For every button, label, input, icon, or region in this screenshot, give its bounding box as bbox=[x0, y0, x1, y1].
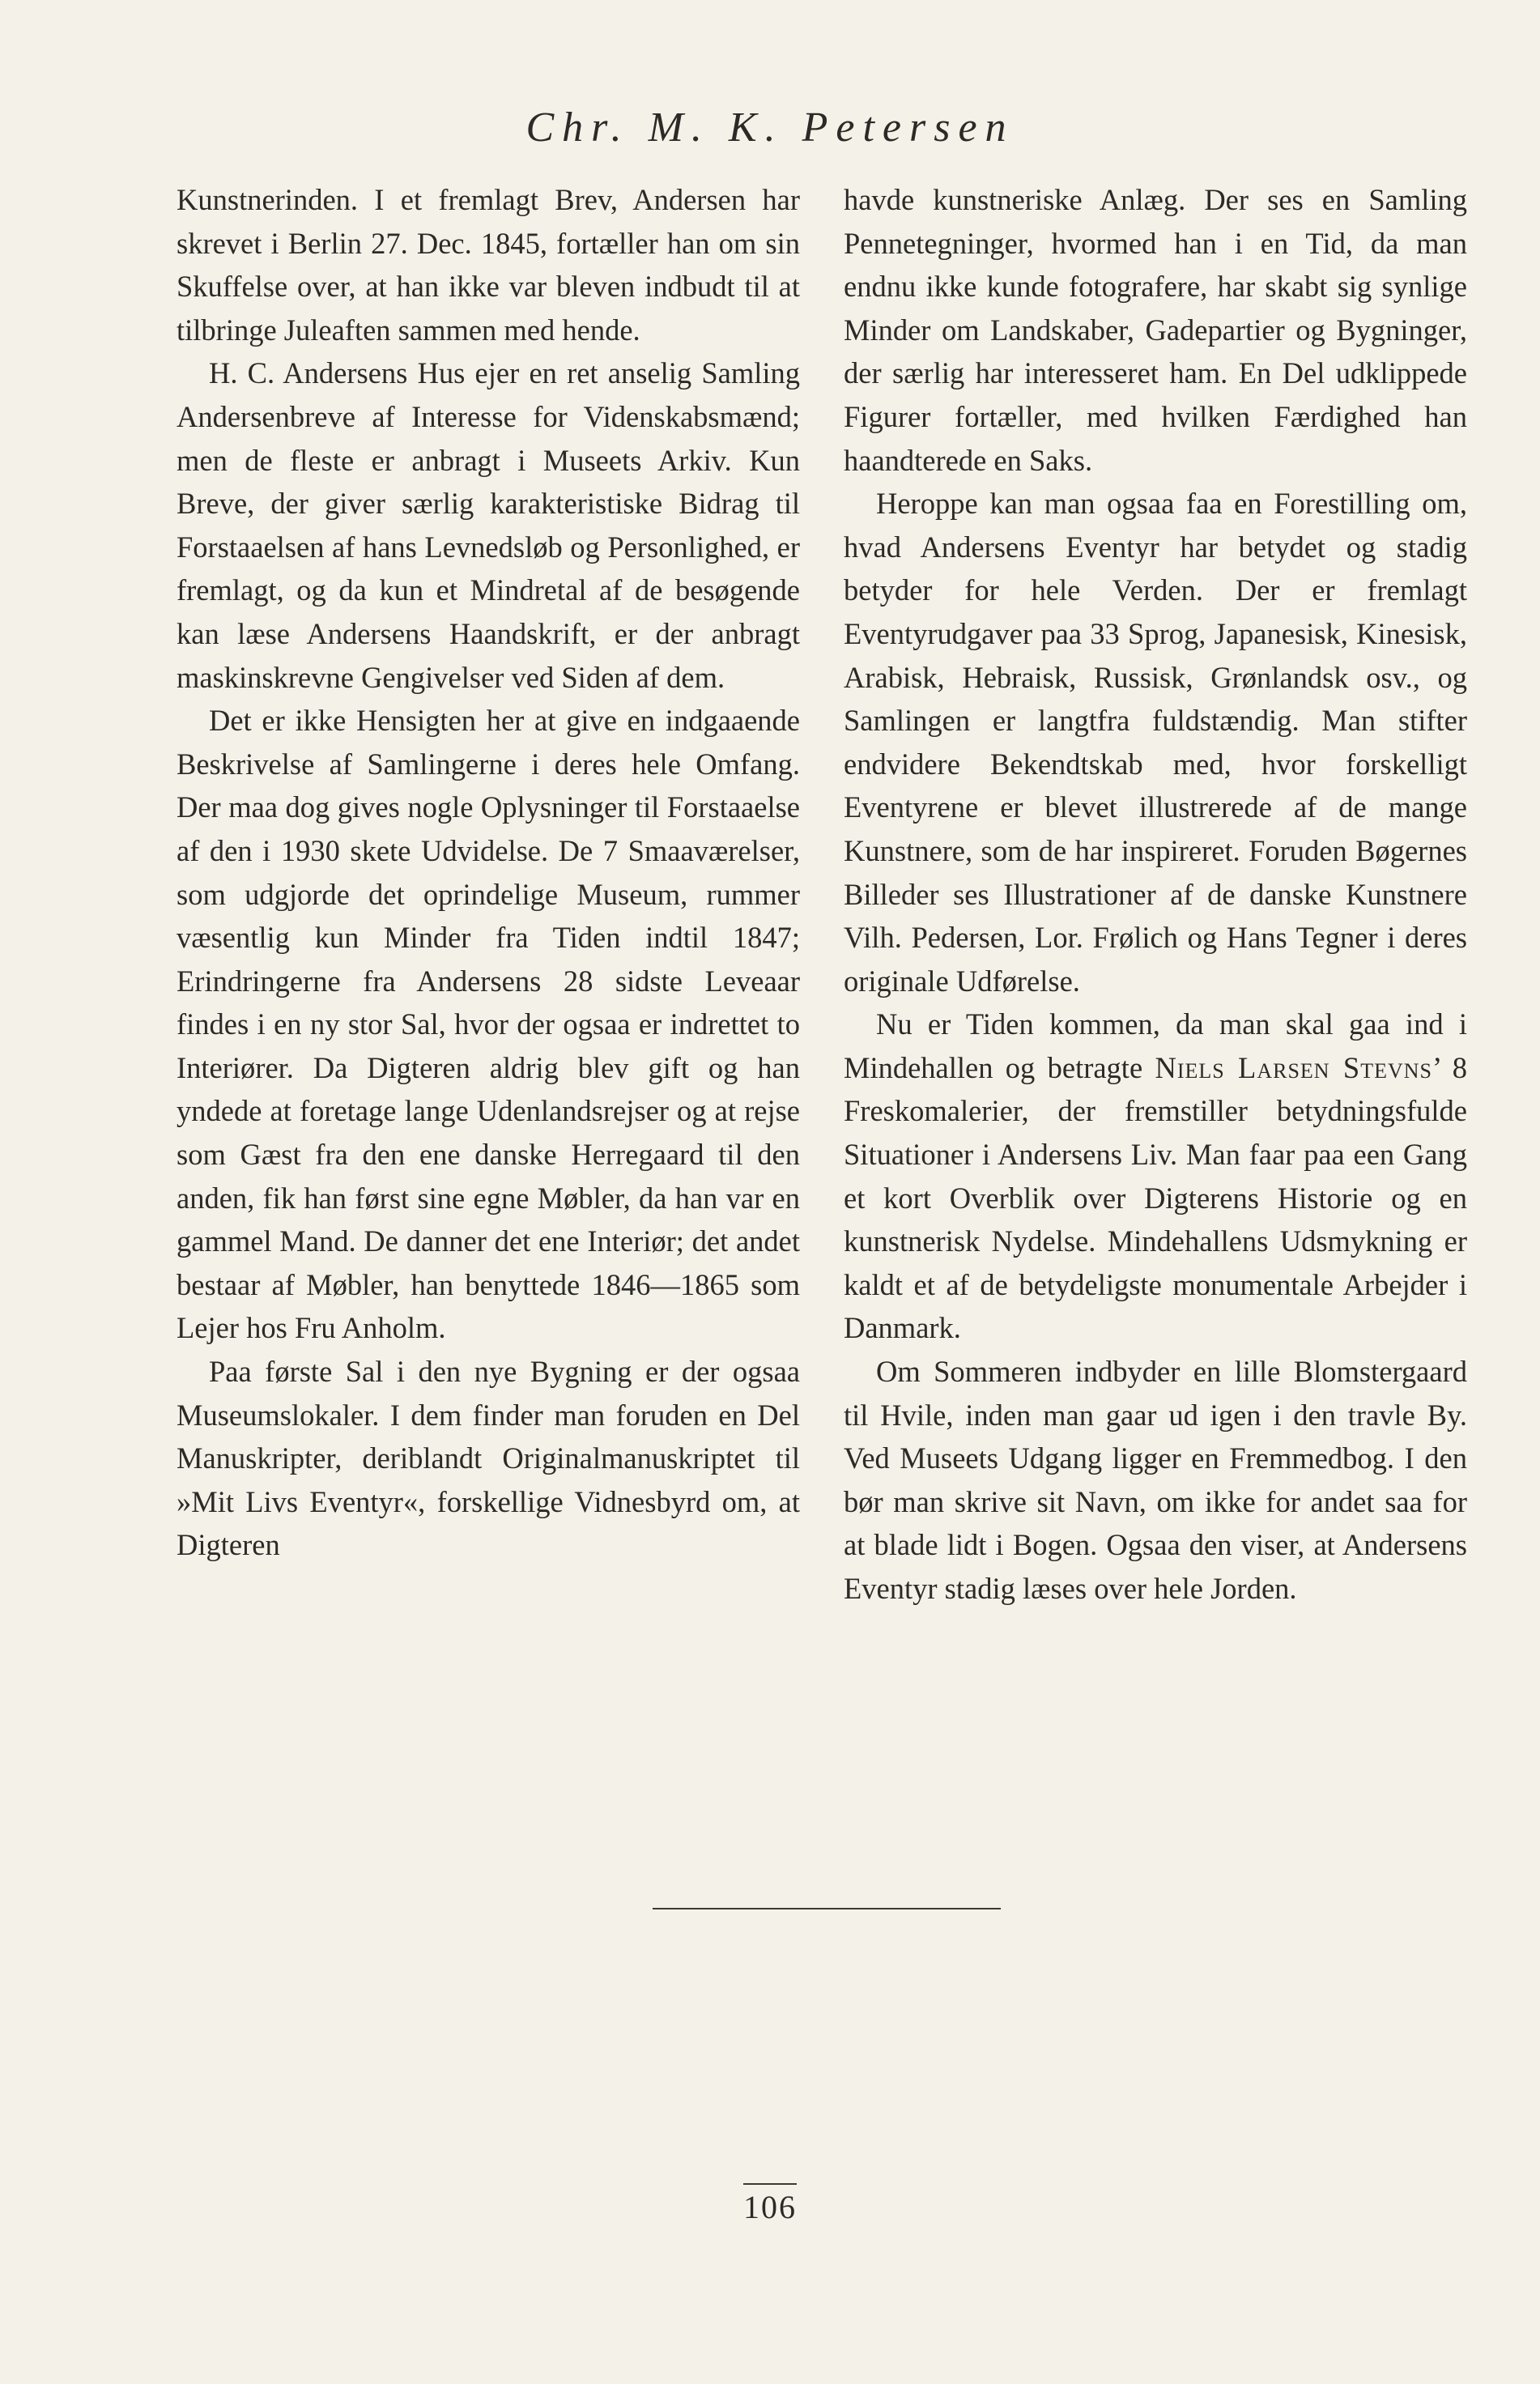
page-number-text: 106 bbox=[743, 2183, 797, 2226]
running-title: Chr. M. K. Petersen bbox=[525, 104, 1015, 151]
left-column bbox=[177, 178, 800, 1567]
right-column bbox=[844, 178, 1467, 1611]
paragraph: havde kunstneriske Anlæg. Der ses en Samling Pennetegninger, hvormed han i en Tid, da man endnu ikke kunde fotografere, har skabt sig synlige Minder om Landskaber, Gadepartier og Bygninger, der særlig har interesseret ham. En Del udklippede Figurer fortæller, med hvilken Færdighed han haandterede en Saks. bbox=[844, 183, 1467, 477]
paragraph: Det er ikke Hensigten her at give en indgaaende Beskrivelse af Samlingerne i deres hele Omfang. Der maa dog gives nogle Oplysninger til Forstaaelse af den i 1930 skete Udvidelse. De 7 Smaaværelser, som udgjorde det oprindelige Museum, rummer væsentlig kun Minder fra Tiden indtil 1847; Erindringerne fra Andersens 28 sidste Leveaar findes i en ny stor Sal, hvor der ogsaa er indrettet to Interiører. Da Digteren aldrig blev gift og han yndede at foretage lange Udenlandsrejser og at rejse som Gæst fra den ene danske Herregaard til den anden, fik han først sine egne Møbler, da han var en gammel Mand. De danner det ene Interiør; det andet bestaar af Møbler, han benyttede 1846—1865 som Lejer hos Fru Anholm. bbox=[177, 704, 800, 1345]
end-rule bbox=[653, 1908, 1001, 1909]
paragraph bbox=[844, 1003, 1467, 1350]
page-number bbox=[0, 2183, 1540, 2226]
paragraph: Om Sommeren indbyder en lille Blomstergaard til Hvile, inden man gaar ud igen i den travle By. Ved Museets Udgang ligger en Fremmedbog. I den bør man skrive sit Navn, om ikke for andet saa for at blade lidt i Bogen. Ogsaa den viser, at Andersens Eventyr stadig læses over hele Jorden. bbox=[844, 1355, 1467, 1605]
artist-name: Niels Larsen Stevns bbox=[1155, 1050, 1432, 1084]
paragraph: Heroppe kan man ogsaa faa en Forestilling om, hvad Andersens Eventyr har betydet og stadig betyder for hele Verden. Der er fremlagt Eventyrudgaver paa 33 Sprog, Japanesisk, Kinesisk, Arabisk, Hebraisk, Russisk, Grønlandsk osv., og Samlingen er langtfra fuldstændig. Man stifter endvidere Bekendtskab med, hvor forskelligt Eventyrene er blevet illustrerede af de mange Kunstnere, som de har inspireret. Foruden Bøgernes Billeder ses Illustrationer af de danske Kunstnere Vilh. Pedersen, Lor. Frølich og Hans Tegner i deres originale Udførelse. bbox=[844, 487, 1467, 998]
paragraph-text: Nu er Tiden kommen, da man skal gaa ind i Mindehallen og betragte bbox=[844, 1007, 1467, 1084]
paragraph: Kunstnerinden. I et fremlagt Brev, Andersen har skrevet i Berlin 27. Dec. 1845, fortæller han om sin Skuffelse over, at han ikke var bleven indbudt til at tilbringe Juleaften sammen med hende. bbox=[177, 183, 800, 347]
paragraph: Paa første Sal i den nye Bygning er der ogsaa Museumslokaler. I dem finder man foruden en Del Manuskripter, deriblandt Originalmanuskriptet til »Mit Livs Eventyr«, forskellige Vidnesbyrd om, at Digteren bbox=[177, 1355, 800, 1562]
paragraph: H. C. Andersens Hus ejer en ret anselig Samling Andersenbreve af Interesse for Videnskabsmænd; men de fleste er anbragt i Museets Arkiv. Kun Breve, der giver særlig karakteristiske Bidrag til Forstaaelsen af hans Levnedsløb og Personlighed, er fremlagt, og da kun et Mindretal af de besøgende kan læse Andersens Haandskrift, er der anbragt maskinskrevne Gengivelser ved Siden af dem. bbox=[177, 356, 800, 694]
paragraph-text: ’ 8 Freskomalerier, der fremstiller betydningsfulde Situationer i Andersens Liv. Man faar paa een Gang et kort Overblik over Digterens Historie og en kunstnerisk Nydelse. Mindehallens Udsmykning er kaldt et af de betydeligste monumentale Arbejder i Danmark. bbox=[844, 1050, 1467, 1345]
